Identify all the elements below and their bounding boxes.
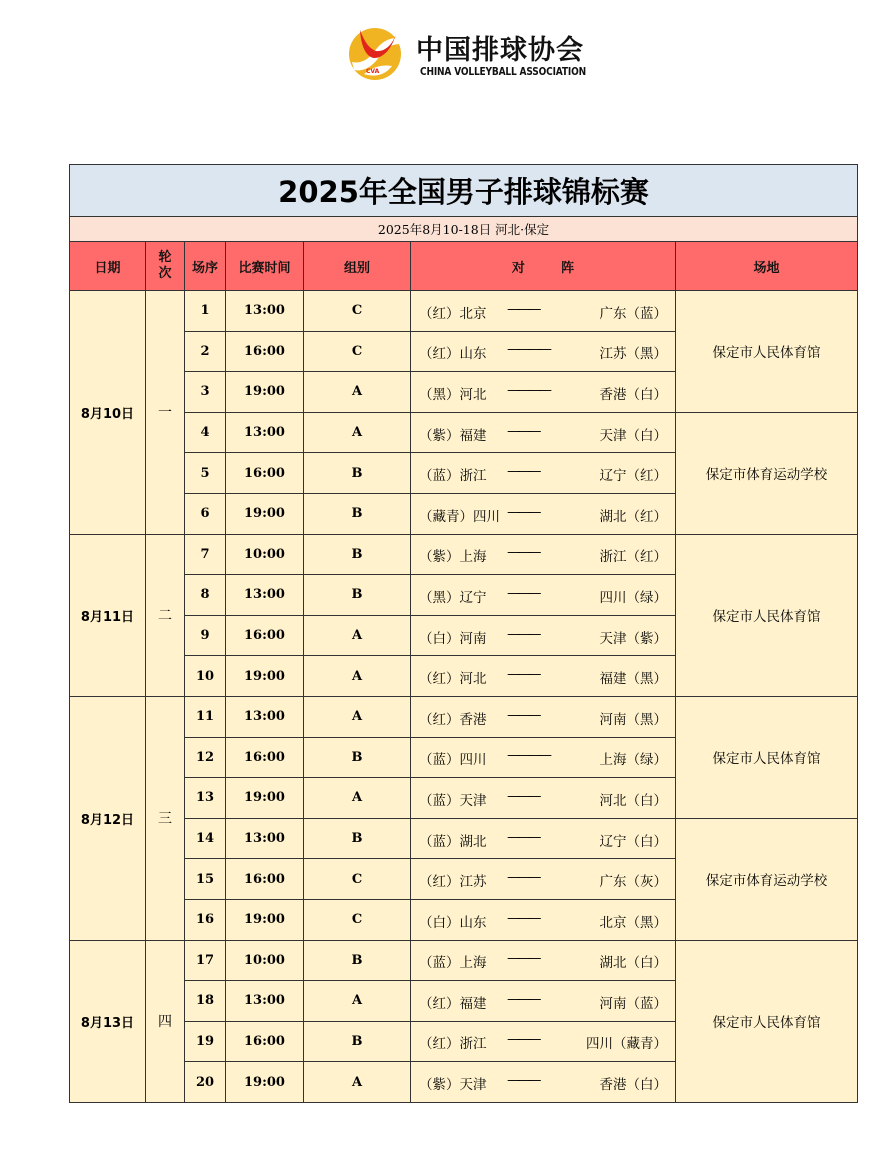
matchup-cell xyxy=(411,372,676,413)
match-number: 12 xyxy=(185,737,226,778)
home-team: （红）江苏 xyxy=(419,874,487,891)
schedule-title: 2025年全国男子排球锦标赛 xyxy=(70,165,858,217)
match-number: 5 xyxy=(185,453,226,494)
home-team: （蓝）湖北 xyxy=(419,833,487,850)
table-row xyxy=(70,818,858,859)
away-team: 辽宁（红） xyxy=(599,468,667,485)
away-team: 四川（绿） xyxy=(599,589,667,606)
versus-dash: ——— xyxy=(507,869,539,886)
match-time: 10:00 xyxy=(226,534,304,575)
match-time: 13:00 xyxy=(226,981,304,1022)
home-team: （红）河北 xyxy=(419,671,487,688)
match-group: A xyxy=(304,615,411,656)
matchup-cell xyxy=(411,981,676,1022)
away-team: 福建（黑） xyxy=(599,671,667,688)
match-number: 17 xyxy=(185,940,226,981)
match-time: 16:00 xyxy=(226,615,304,656)
day-round: 二 xyxy=(146,534,185,696)
match-time: 19:00 xyxy=(226,778,304,819)
match-time: 13:00 xyxy=(226,696,304,737)
match-number: 9 xyxy=(185,615,226,656)
home-team: （白）河南 xyxy=(419,630,487,647)
home-team: （紫）福建 xyxy=(419,427,487,444)
day-round: 三 xyxy=(146,696,185,940)
matchup-cell xyxy=(411,818,676,859)
matchup-cell xyxy=(411,453,676,494)
match-number: 11 xyxy=(185,696,226,737)
match-group: A xyxy=(304,412,411,453)
table-row xyxy=(70,696,858,737)
association-logo xyxy=(346,24,586,88)
match-group: B xyxy=(304,534,411,575)
away-team: 广东（灰） xyxy=(599,874,667,891)
match-number: 14 xyxy=(185,818,226,859)
away-team: 广东（蓝） xyxy=(599,305,667,322)
versus-dash: ——— xyxy=(507,950,539,967)
match-group: B xyxy=(304,575,411,616)
matchup-cell xyxy=(411,859,676,900)
versus-dash: ——— xyxy=(507,544,539,561)
match-number: 18 xyxy=(185,981,226,1022)
svg-text:CVA: CVA xyxy=(366,68,380,75)
match-group: A xyxy=(304,1062,411,1103)
matchup-cell xyxy=(411,615,676,656)
matchup-cell xyxy=(411,1021,676,1062)
match-number: 7 xyxy=(185,534,226,575)
home-team: （紫）天津 xyxy=(419,1077,487,1094)
versus-dash: ———— xyxy=(507,381,549,398)
versus-dash: ——— xyxy=(507,706,539,723)
match-group: A xyxy=(304,981,411,1022)
venue-cell: 保定市人民体育馆 xyxy=(676,940,858,1102)
match-number: 10 xyxy=(185,656,226,697)
away-team: 天津（白） xyxy=(599,427,667,444)
versus-dash: ——— xyxy=(507,503,539,520)
home-team: （紫）上海 xyxy=(419,549,487,566)
away-team: 香港（白） xyxy=(599,386,667,403)
match-number: 6 xyxy=(185,493,226,534)
match-number: 16 xyxy=(185,899,226,940)
matchup-cell xyxy=(411,656,676,697)
schedule-subtitle: 2025年8月10-18日 河北·保定 xyxy=(70,217,858,242)
match-time: 13:00 xyxy=(226,818,304,859)
venue-cell: 保定市体育运动学校 xyxy=(676,412,858,534)
away-team: 河南（蓝） xyxy=(599,995,667,1012)
away-team: 江苏（黑） xyxy=(599,346,667,363)
away-team: 北京（黑） xyxy=(599,914,667,931)
match-time: 19:00 xyxy=(226,899,304,940)
header-round xyxy=(146,242,185,291)
logo-name-cn: 中国排球协会 xyxy=(416,35,584,66)
match-group: C xyxy=(304,859,411,900)
match-time: 16:00 xyxy=(226,453,304,494)
match-group: B xyxy=(304,453,411,494)
home-team: （蓝）上海 xyxy=(419,955,487,972)
home-team: （蓝）天津 xyxy=(419,792,487,809)
header-date: 日期 xyxy=(70,242,146,291)
matchup-cell xyxy=(411,291,676,332)
header-matchup: 对 阵 xyxy=(411,242,676,291)
match-time: 19:00 xyxy=(226,493,304,534)
away-team: 上海（绿） xyxy=(599,752,667,769)
versus-dash: ——— xyxy=(507,828,539,845)
matchup-cell xyxy=(411,737,676,778)
away-team: 辽宁（白） xyxy=(599,833,667,850)
match-time: 19:00 xyxy=(226,656,304,697)
match-group: A xyxy=(304,656,411,697)
match-number: 1 xyxy=(185,291,226,332)
versus-dash: ——— xyxy=(507,1031,539,1048)
matchup-cell xyxy=(411,940,676,981)
venue-cell: 保定市人民体育馆 xyxy=(676,696,858,818)
away-team: 浙江（红） xyxy=(599,549,667,566)
home-team: （红）浙江 xyxy=(419,1036,487,1053)
match-group: B xyxy=(304,818,411,859)
away-team: 湖北（红） xyxy=(599,508,667,525)
header-venue: 场地 xyxy=(676,242,858,291)
match-number: 20 xyxy=(185,1062,226,1103)
match-number: 8 xyxy=(185,575,226,616)
match-time: 19:00 xyxy=(226,1062,304,1103)
home-team: （红）山东 xyxy=(419,346,487,363)
schedule-table xyxy=(69,164,858,1103)
versus-dash: ——— xyxy=(507,300,539,317)
home-team: （白）山东 xyxy=(419,914,487,931)
match-time: 16:00 xyxy=(226,737,304,778)
match-time: 16:00 xyxy=(226,859,304,900)
day-date: 8月12日 xyxy=(70,696,146,940)
match-number: 2 xyxy=(185,331,226,372)
table-row xyxy=(70,412,858,453)
match-number: 4 xyxy=(185,412,226,453)
match-group: A xyxy=(304,696,411,737)
away-team: 湖北（白） xyxy=(599,955,667,972)
away-team: 河北（白） xyxy=(599,792,667,809)
matchup-cell xyxy=(411,331,676,372)
versus-dash: ——— xyxy=(507,422,539,439)
venue-cell: 保定市体育运动学校 xyxy=(676,818,858,940)
header-match-no: 场序 xyxy=(185,242,226,291)
home-team: （蓝）浙江 xyxy=(419,468,487,485)
match-group: B xyxy=(304,493,411,534)
match-time: 19:00 xyxy=(226,372,304,413)
home-team: （红）福建 xyxy=(419,995,487,1012)
table-row xyxy=(70,940,858,981)
versus-dash: ——— xyxy=(507,787,539,804)
versus-dash: ——— xyxy=(507,990,539,1007)
home-team: （红）香港 xyxy=(419,711,487,728)
away-team: 四川（藏青） xyxy=(586,1036,667,1053)
day-date: 8月10日 xyxy=(70,291,146,535)
home-team: （黑）河北 xyxy=(419,386,487,403)
match-number: 13 xyxy=(185,778,226,819)
versus-dash: ——— xyxy=(507,463,539,480)
match-time: 10:00 xyxy=(226,940,304,981)
versus-dash: ———— xyxy=(507,747,549,764)
home-team: （藏青）四川 xyxy=(419,508,500,525)
versus-dash: ———— xyxy=(507,341,549,358)
match-time: 16:00 xyxy=(226,331,304,372)
home-team: （黑）辽宁 xyxy=(419,589,487,606)
venue-cell: 保定市人民体育馆 xyxy=(676,291,858,413)
match-group: A xyxy=(304,372,411,413)
versus-dash: ——— xyxy=(507,1072,539,1089)
match-time: 13:00 xyxy=(226,291,304,332)
home-team: （红）北京 xyxy=(419,305,487,322)
match-group: C xyxy=(304,899,411,940)
versus-dash: ——— xyxy=(507,625,539,642)
match-number: 3 xyxy=(185,372,226,413)
matchup-cell xyxy=(411,778,676,819)
match-group: A xyxy=(304,778,411,819)
day-round: 四 xyxy=(146,940,185,1102)
away-team: 河南（黑） xyxy=(599,711,667,728)
header-time: 比赛时间 xyxy=(226,242,304,291)
away-team: 香港（白） xyxy=(599,1077,667,1094)
header-round-line1: 轮 xyxy=(158,250,172,265)
volleyball-logo-icon xyxy=(346,24,406,82)
header-group: 组别 xyxy=(304,242,411,291)
match-number: 15 xyxy=(185,859,226,900)
match-time: 16:00 xyxy=(226,1021,304,1062)
matchup-cell xyxy=(411,493,676,534)
match-time: 13:00 xyxy=(226,412,304,453)
match-group: B xyxy=(304,737,411,778)
matchup-cell xyxy=(411,534,676,575)
away-team: 天津（紫） xyxy=(599,630,667,647)
logo-name-en: CHINA VOLLEYBALL ASSOCIATION xyxy=(420,66,586,78)
versus-dash: ——— xyxy=(507,666,539,683)
home-team: （蓝）四川 xyxy=(419,752,487,769)
match-number: 19 xyxy=(185,1021,226,1062)
versus-dash: ——— xyxy=(507,584,539,601)
versus-dash: ——— xyxy=(507,909,539,926)
venue-cell: 保定市人民体育馆 xyxy=(676,534,858,696)
matchup-cell xyxy=(411,575,676,616)
matchup-cell xyxy=(411,1062,676,1103)
header-round-line2: 次 xyxy=(158,266,172,281)
match-group: B xyxy=(304,1021,411,1062)
matchup-cell xyxy=(411,696,676,737)
day-date: 8月13日 xyxy=(70,940,146,1102)
table-row xyxy=(70,291,858,332)
matchup-cell xyxy=(411,412,676,453)
matchup-cell xyxy=(411,899,676,940)
day-date: 8月11日 xyxy=(70,534,146,696)
match-group: C xyxy=(304,291,411,332)
match-group: C xyxy=(304,331,411,372)
match-time: 13:00 xyxy=(226,575,304,616)
day-round: 一 xyxy=(146,291,185,535)
match-group: B xyxy=(304,940,411,981)
table-row xyxy=(70,534,858,575)
